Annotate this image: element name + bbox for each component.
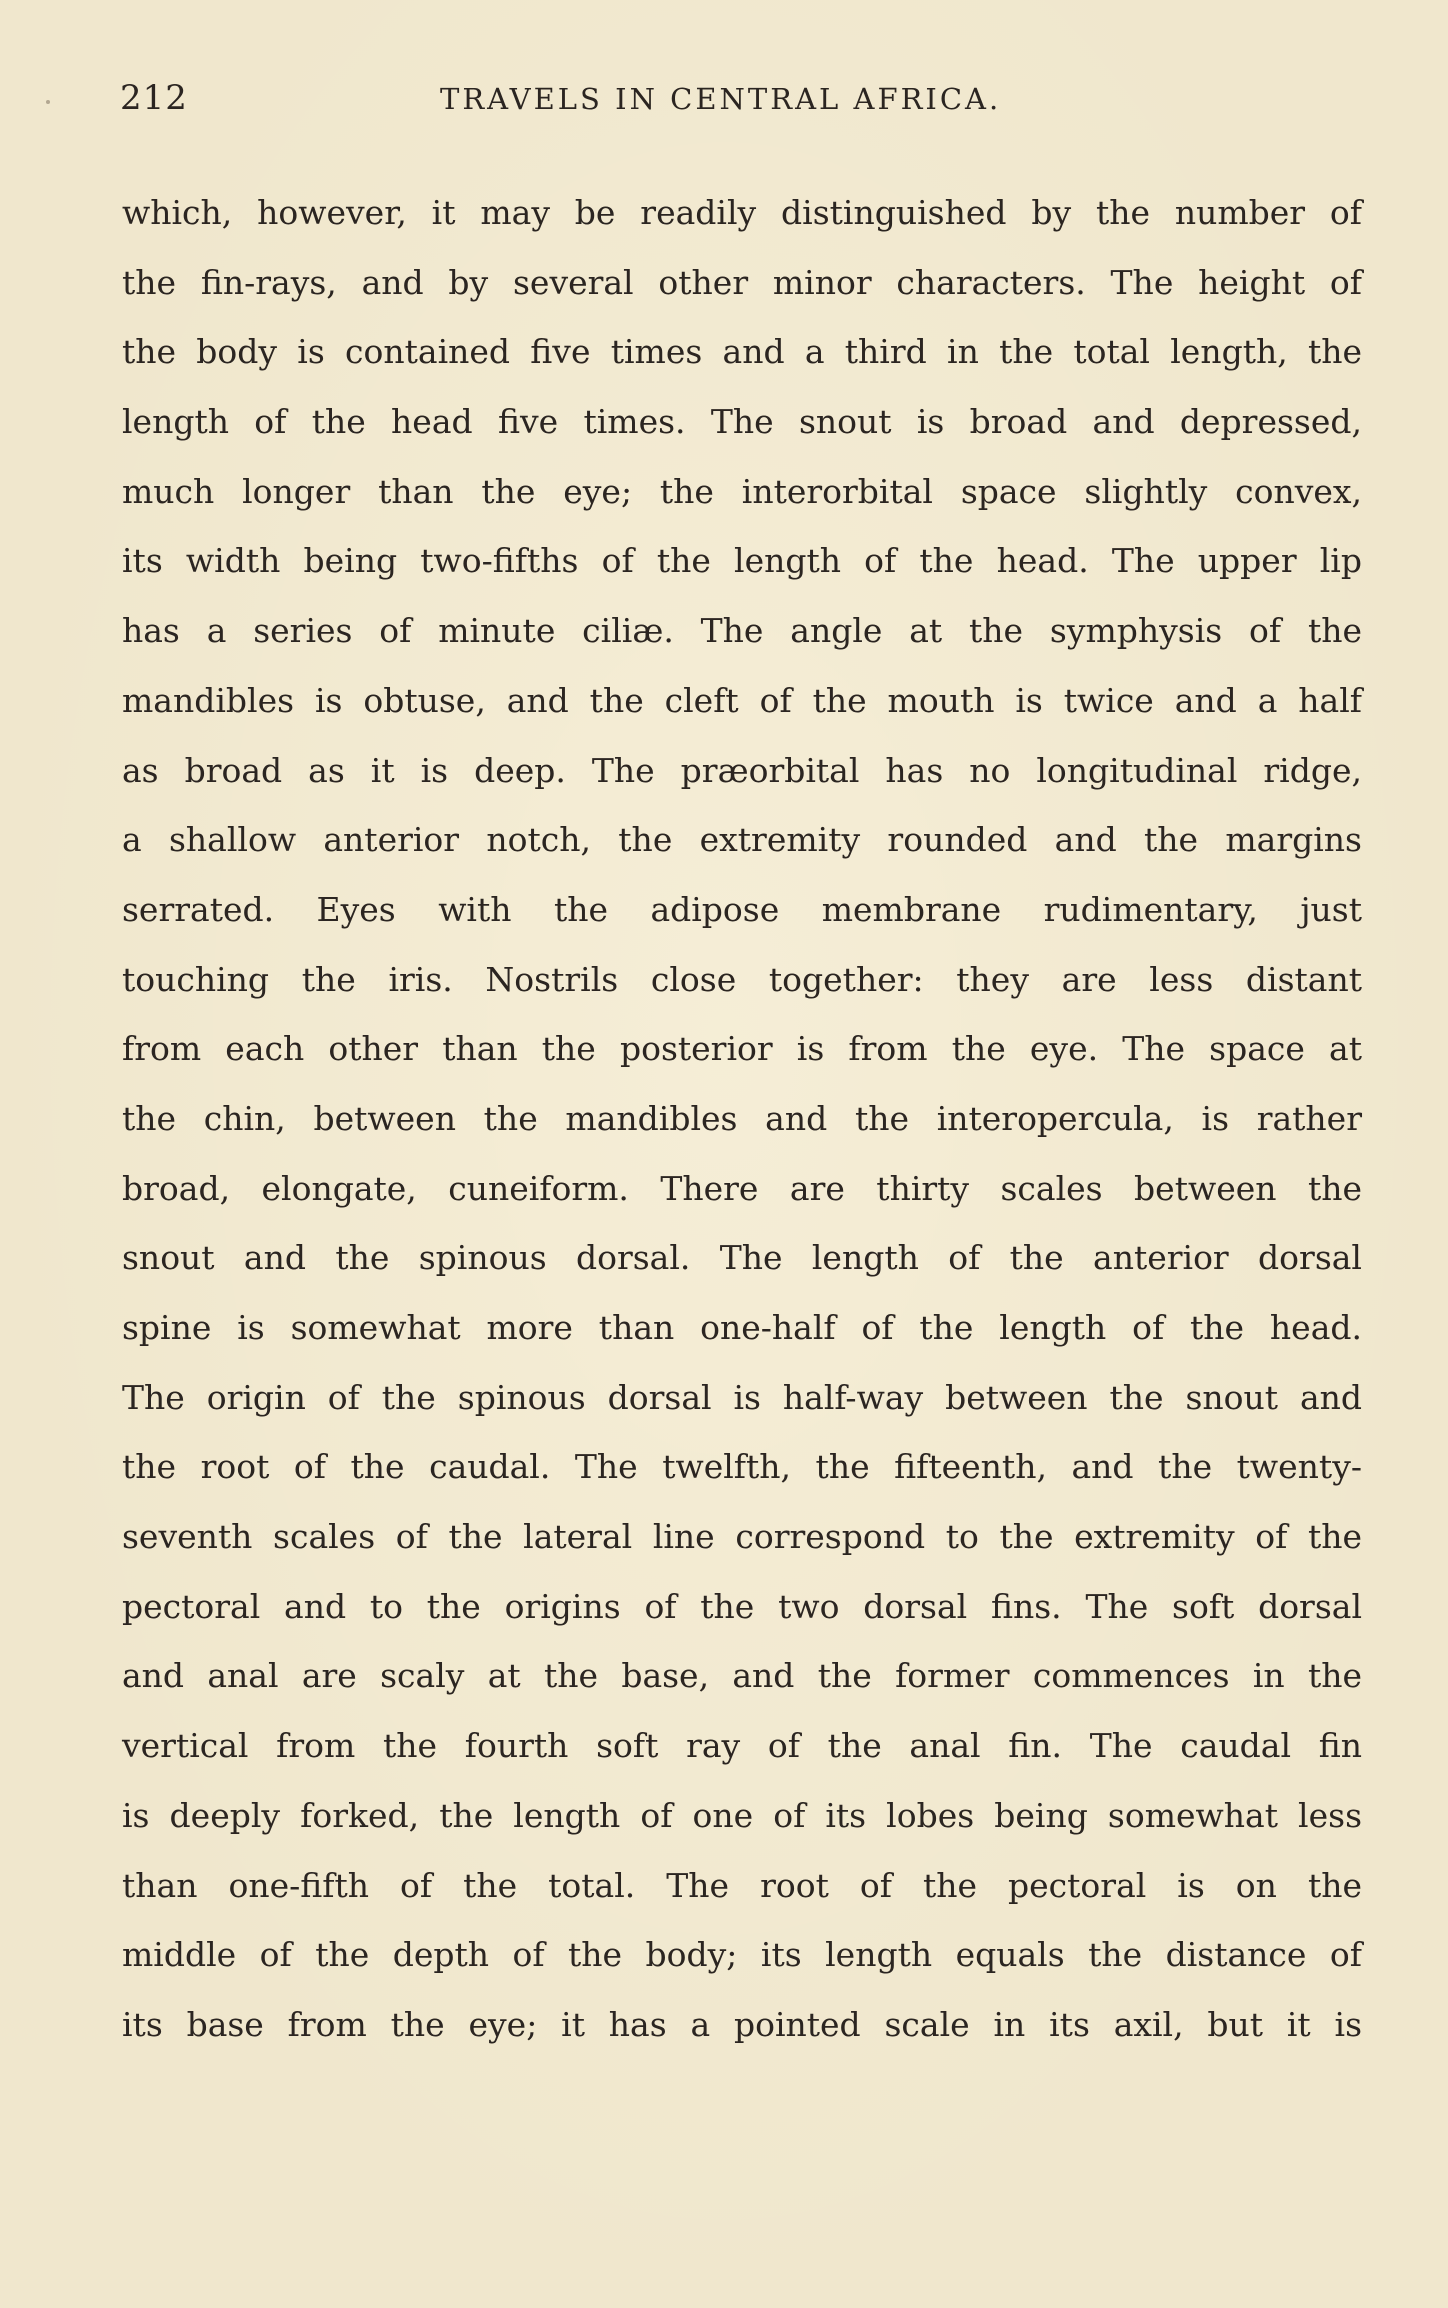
running-title: TRAVELS IN CENTRAL AFRICA. (440, 82, 1002, 116)
text-line: seventh scales of the lateral line correspond to the extremity of the (122, 1517, 1362, 1557)
text-line: its width being two-fifths of the length of the head. The upper lip (122, 541, 1362, 581)
text-line: length of the head five times. The snout is broad and depressed, (122, 402, 1362, 442)
text-line: its base from the eye; it has a pointed scale in its axil, but it is (122, 2004, 1362, 2044)
text-line: the body is contained five times and a third in the total length, the (122, 332, 1362, 372)
text-line: which, however, it may be readily distinguished by the number of (122, 193, 1362, 232)
body-text (122, 178, 1362, 2060)
text-line: spine is somewhat more than one-half of the length of the head. (122, 1308, 1362, 1347)
text-line: the chin, between the mandibles and the interopercula, is rather (122, 1098, 1362, 1138)
text-line: the root of the caudal. The twelfth, the fifteenth, and the twenty- (122, 1447, 1362, 1487)
text-line: is deeply forked, the length of one of its lobes being somewhat less (122, 1795, 1362, 1835)
text-line: serrated. Eyes with the adipose membrane rudimentary, just (122, 889, 1362, 929)
text-line: much longer than the eye; the interorbital space slightly convex, (122, 471, 1362, 511)
text-line: has a series of minute ciliæ. The angle at the symphysis of the (122, 611, 1362, 651)
text-line: pectoral and to the origins of the two dorsal fins. The soft dorsal (122, 1586, 1362, 1626)
text-line: and anal are scaly at the base, and the former commences in the (122, 1656, 1362, 1696)
text-line: The origin of the spinous dorsal is half-way between the snout and (122, 1377, 1362, 1417)
text-line: the fin-rays, and by several other minor characters. The height of (122, 262, 1362, 302)
text-line: from each other than the posterior is from the eye. The space at (122, 1029, 1362, 1069)
text-line: touching the iris. Nostrils close together: they are less distant (122, 959, 1362, 999)
text-line: vertical from the fourth soft ray of the anal fin. The caudal fin (122, 1726, 1362, 1766)
text-line: mandibles is obtuse, and the cleft of the mouth is twice and a half (122, 680, 1362, 720)
text-line: middle of the depth of the body; its length equals the distance of (122, 1935, 1362, 1975)
page-number: 212 (120, 78, 188, 118)
text-line: as broad as it is deep. The præorbital has no longitudinal ridge, (122, 750, 1362, 790)
text-line: a shallow anterior notch, the extremity rounded and the margins (122, 820, 1362, 860)
text-line: than one-fifth of the total. The root of the pectoral is on the (122, 1865, 1362, 1905)
running-head (120, 78, 1360, 126)
text-line: snout and the spinous dorsal. The length of the anterior dorsal (122, 1238, 1362, 1278)
text-line: broad, elongate, cuneiform. There are thirty scales between the (122, 1168, 1362, 1208)
margin-speck (46, 100, 50, 104)
